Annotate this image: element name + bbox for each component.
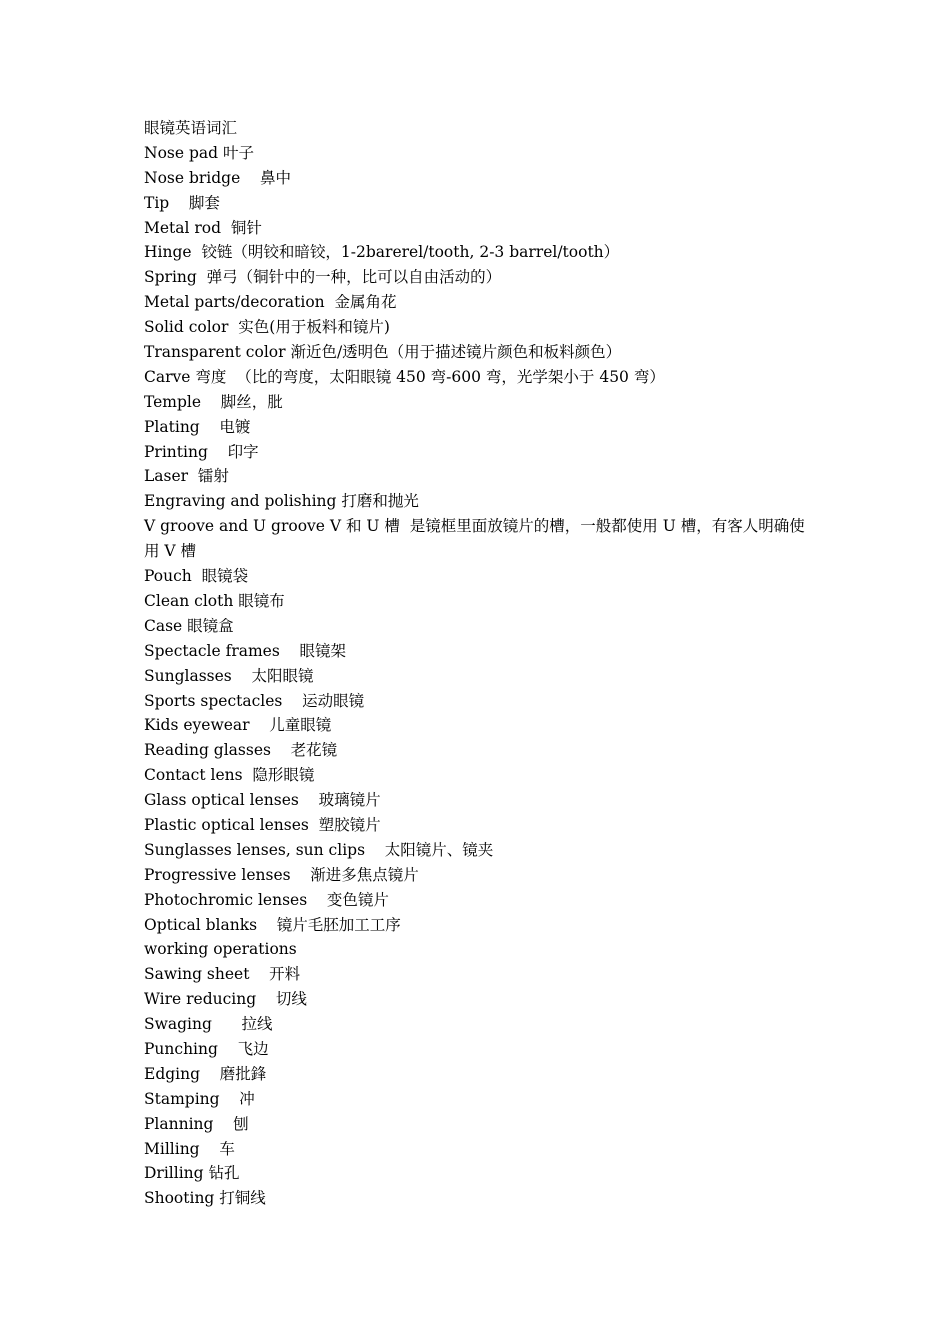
vocab-line: Kids eyewear 儿童眼镜 [144,716,332,735]
vocab-line: V groove and U groove V 和 U 槽 是镜框里面放镜片的槽，一般都使用 U 槽，有客人明确使用 V 槽 [144,517,805,561]
vocab-line: Photochromic lenses 变色镜片 [144,890,389,909]
vocab-line: Pouch 眼镜袋 [144,567,249,586]
vocab-line: Glass optical lenses 玻璃镜片 [144,791,381,810]
vocab-line: Transparent color 渐近色/透明色（用于描述镜片颜色和板料颜色） [144,343,622,362]
vocab-line: Stamping 冲 [144,1089,255,1108]
vocab-line: Carve 弯度 （比的弯度，太阳眼镜 450 弯-600 弯，光学架小于 450 弯） [144,367,665,386]
vocab-line: Plastic optical lenses 塑胶镜片 [144,815,381,834]
vocab-line: Swaging 拉线 [144,1015,273,1034]
vocab-line: Sports spectacles 运动眼镜 [144,691,365,710]
vocab-line: Metal rod 铜针 [144,218,262,237]
vocab-line: Metal parts/decoration 金属角花 [144,293,397,312]
vocab-line: Planning 刨 [144,1114,249,1133]
vocabulary-list [144,116,814,1211]
vocab-line: Laser 镭射 [144,467,229,486]
vocab-line: Milling 车 [144,1139,235,1158]
vocab-line: Plating 电镀 [144,417,251,436]
vocab-line: Nose pad 叶子 [144,143,254,162]
vocab-line: Spectacle frames 眼镜架 [144,641,347,660]
document-title: 眼镜英语词汇 [144,119,238,137]
vocab-line: Sunglasses 太阳眼镜 [144,666,314,685]
vocab-line: Temple 脚丝，肶 [144,392,283,411]
vocab-line: Wire reducing 切线 [144,990,307,1009]
vocab-line: Progressive lenses 渐进多焦点镜片 [144,865,419,884]
vocab-line: Clean cloth 眼镜布 [144,591,285,610]
vocab-line: Edging 磨批鋒 [144,1064,267,1083]
vocab-line: Sawing sheet 开料 [144,965,301,984]
vocab-line: Tip 脚套 [144,193,220,212]
vocab-line: Solid color 实色(用于板料和镜片) [144,318,390,337]
vocab-line: Contact lens 隐形眼镜 [144,766,315,785]
vocab-line: Shooting 打铜线 [144,1189,266,1208]
vocab-line: Drilling 钻孔 [144,1164,240,1183]
vocab-line: Optical blanks 镜片毛胚加工工序 [144,915,401,934]
vocab-line: Engraving and polishing 打磨和抛光 [144,492,419,511]
vocab-line: Sunglasses lenses, sun clips 太阳镜片、镜夹 [144,840,494,859]
vocab-line: working operations [144,940,297,959]
vocab-line: Printing 印字 [144,442,259,461]
vocab-line: Spring 弹弓（铜针中的一种，比可以自由活动的） [144,268,502,287]
vocab-line: Hinge 铰链（明铰和暗铰，1-2barerel/tooth, 2-3 barrel/tooth） [144,243,620,262]
vocab-line: Nose bridge 鼻中 [144,168,291,187]
vocab-line: Reading glasses 老花镜 [144,741,338,760]
vocab-line: Punching 飞边 [144,1039,269,1058]
vocab-line: Case 眼镜盒 [144,616,234,635]
